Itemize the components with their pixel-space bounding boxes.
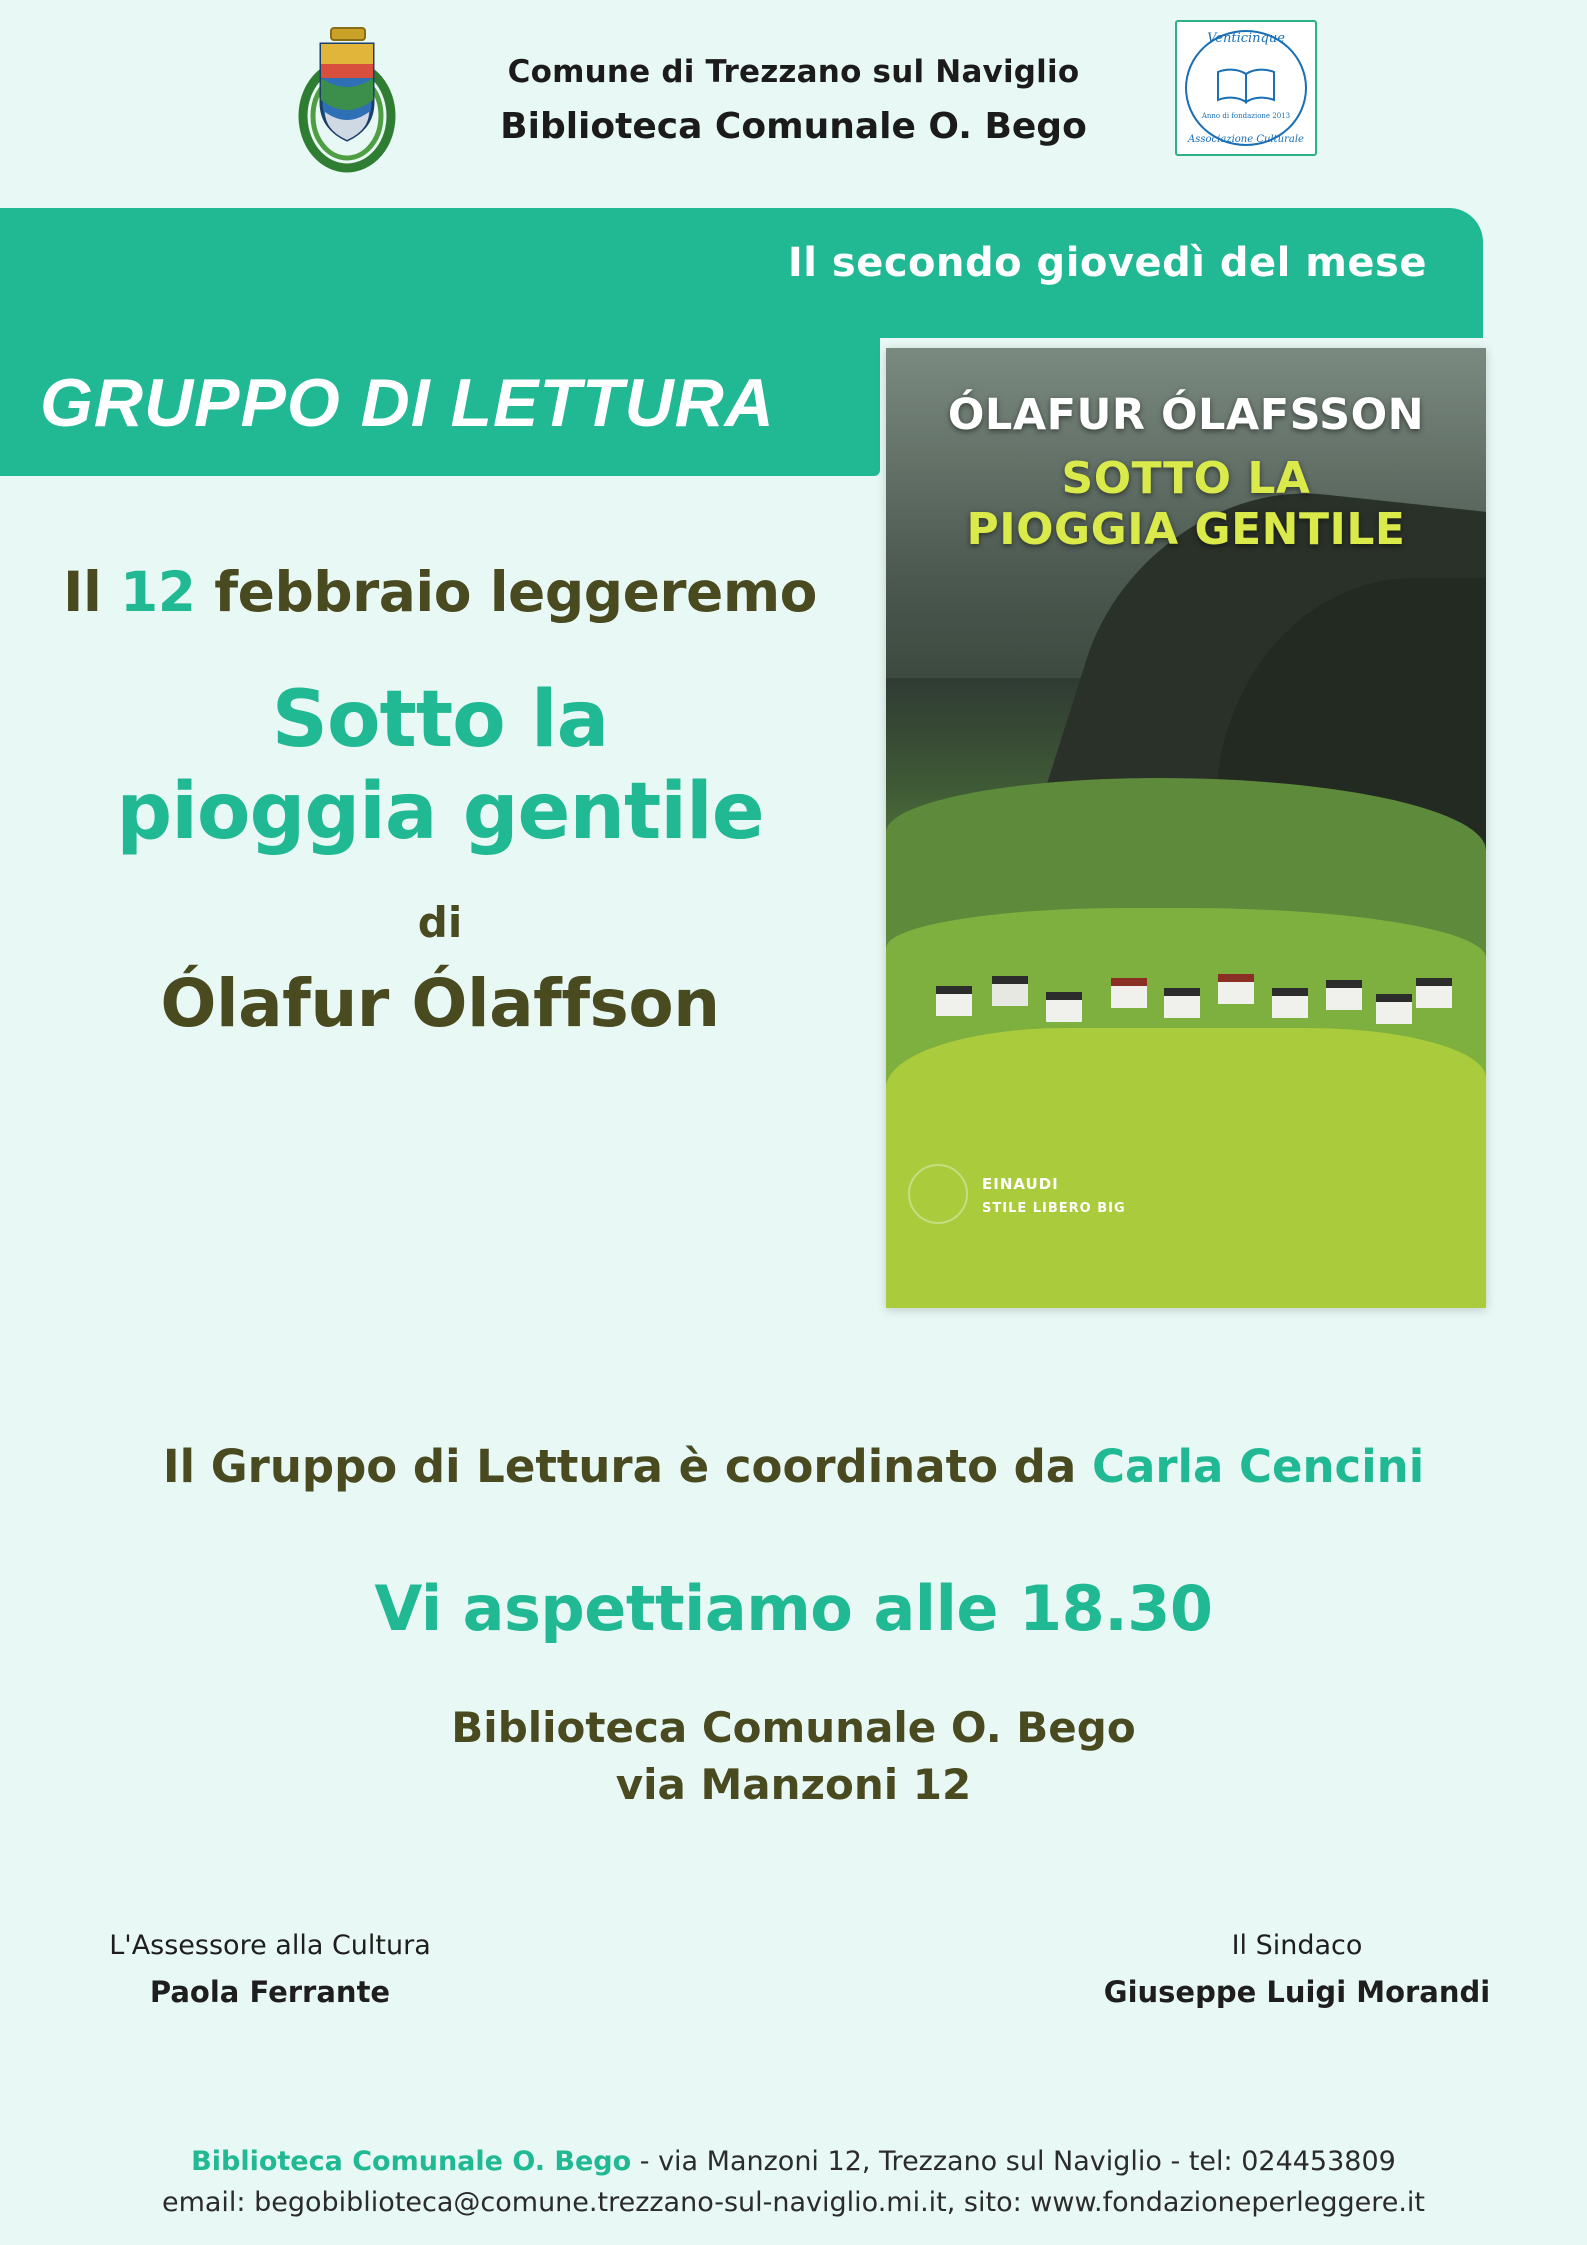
signature-assessor: [50, 1930, 490, 2009]
reading-date-line: [0, 560, 880, 624]
footer-address-line: [0, 2142, 1587, 2183]
event-time: Vi aspettiamo alle 18.30: [374, 1572, 1213, 1645]
header-library: Biblioteca Comunale O. Bego: [500, 105, 1087, 147]
mayor-name: Giuseppe Luigi Morandi: [1103, 1975, 1491, 2009]
coordinator-line: [0, 1440, 1587, 1493]
logo-sub-text: Anno di fondazione 2013: [1201, 112, 1291, 120]
cover-publisher: EINAUDI: [982, 1175, 1059, 1194]
header-text-block: [500, 54, 1087, 147]
footer-contact: email: begobiblioteca@comune.trezzano-sul-naviglio.mi.it, sito: www.fondazioneperleggere.it: [161, 2186, 1426, 2218]
association-logo-icon: [1175, 20, 1317, 156]
book-title: [0, 674, 880, 858]
cover-title-line2: PIOGGIA GENTILE: [966, 504, 1406, 556]
coordinator-name: Carla Cencini: [1091, 1440, 1425, 1493]
reading-prefix: Il: [63, 560, 121, 624]
cover-emblem-icon: [908, 1164, 968, 1224]
reading-suffix: febbraio leggeremo: [195, 560, 817, 624]
cover-series: STILE LIBERO BIG: [982, 1200, 1126, 1216]
logo-bottom-text: Associazione Culturale: [1188, 134, 1304, 145]
cover-field-3: [886, 1028, 1486, 1308]
schedule-banner: [0, 208, 1483, 338]
mayor-role: Il Sindaco: [1231, 1930, 1363, 1961]
book-title-line1: Sotto la: [271, 675, 609, 765]
book-author: Ólafur Ólaffson: [160, 965, 720, 1043]
group-title: GRUPPO DI LETTURA: [40, 365, 775, 441]
cover-title: [886, 453, 1486, 556]
footer-address: - via Manzoni 12, Trezzano sul Naviglio - tel: 024453809: [631, 2146, 1396, 2177]
signature-mayor: [1047, 1930, 1547, 2009]
book-title-line2: pioggia gentile: [116, 767, 764, 858]
comune-crest-icon: [295, 16, 400, 176]
poster-header: [0, 0, 1587, 200]
footer-library-name: Biblioteca Comunale O. Bego: [191, 2146, 632, 2177]
cover-village: [906, 958, 1466, 1038]
venue-address: via Manzoni 12: [615, 1759, 972, 1809]
cover-title-line1: SOTTO LA: [1061, 453, 1311, 504]
assessor-role: L'Assessore alla Cultura: [109, 1930, 431, 1961]
cover-author: ÓLAFUR ÓLAFSSON: [947, 390, 1425, 440]
coordinator-prefix: Il Gruppo di Lettura è coordinato da: [162, 1440, 1092, 1493]
event-venue: [0, 1700, 1587, 1813]
cover-publisher-block: [982, 1172, 1126, 1220]
reading-day: 12: [120, 560, 196, 624]
schedule-text: Il secondo giovedì del mese: [787, 240, 1427, 286]
assessor-name: Paola Ferrante: [149, 1975, 391, 2009]
venue-name: Biblioteca Comunale O. Bego: [451, 1703, 1136, 1752]
logo-top-text: Venticinque: [1207, 31, 1285, 46]
by-label: di: [417, 898, 463, 948]
main-text-block: [0, 560, 880, 1042]
open-book-icon: [1215, 66, 1277, 106]
header-municipality: Comune di Trezzano sul Naviglio: [507, 53, 1080, 90]
poster-footer: [0, 2142, 1587, 2223]
book-cover-image: [886, 348, 1486, 1308]
